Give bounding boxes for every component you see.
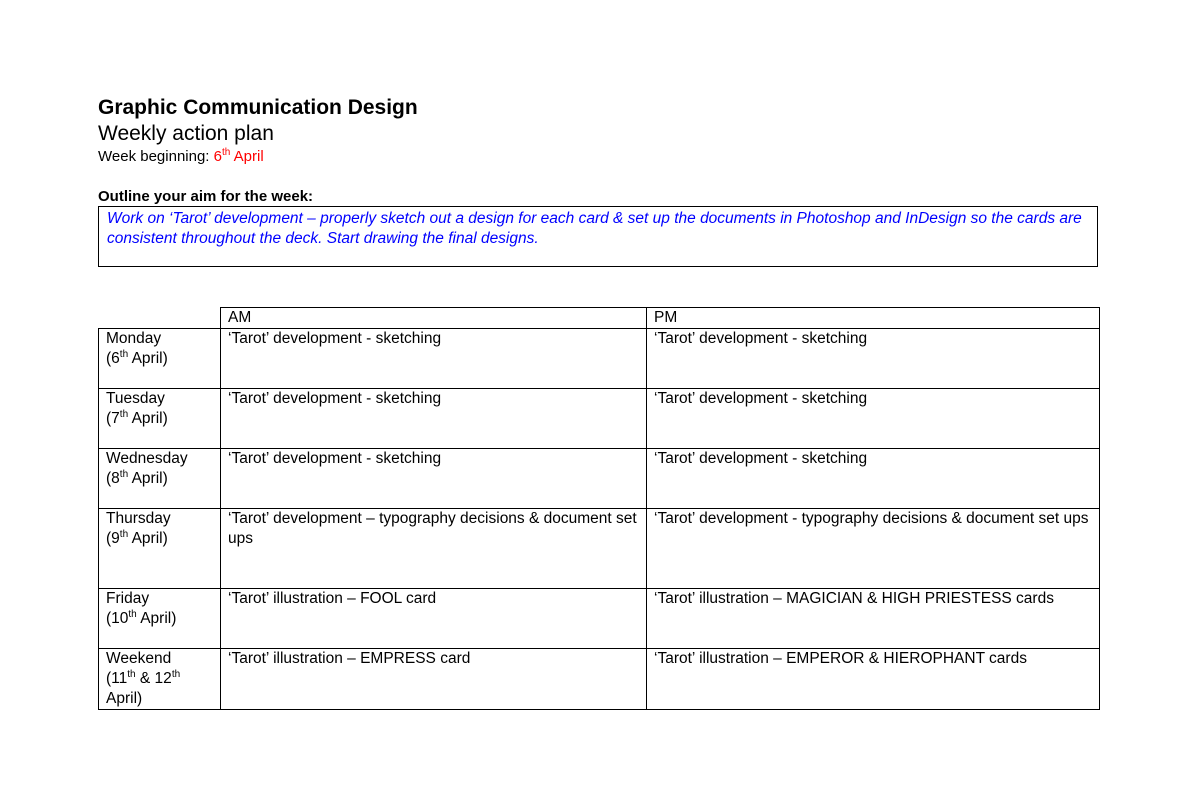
- day-cell: Friday (10th April): [99, 589, 221, 649]
- am-cell: ‘Tarot’ development - sketching: [221, 389, 647, 449]
- week-beginning-label: Week beginning:: [98, 148, 214, 165]
- document-subtitle: Weekly action plan: [98, 122, 274, 145]
- pm-cell: ‘Tarot’ development - sketching: [647, 329, 1100, 389]
- week-beginning: [98, 147, 264, 167]
- schedule-row-wednesday: [99, 449, 1100, 509]
- am-cell: ‘Tarot’ illustration – EMPRESS card: [221, 649, 647, 710]
- am-cell: ‘Tarot’ development - sketching: [221, 329, 647, 389]
- day-cell: Wednesday (8th April): [99, 449, 221, 509]
- am-cell: ‘Tarot’ illustration – FOOL card: [221, 589, 647, 649]
- schedule-row-thursday: [99, 509, 1100, 589]
- day-cell: Weekend (11th & 12th April): [99, 649, 221, 710]
- pm-cell: ‘Tarot’ illustration – MAGICIAN & HIGH PRIESTESS cards: [647, 589, 1100, 649]
- header-corner-cell: [99, 308, 221, 329]
- column-header-am: AM: [221, 308, 647, 329]
- aim-text-box: Work on ‘Tarot’ development – properly sketch out a design for each card & set up the documents in Photoshop and InDesign so the cards are consistent throughout the deck. Start drawing the final designs.: [98, 206, 1098, 267]
- pm-cell: ‘Tarot’ illustration – EMPEROR & HIEROPHANT cards: [647, 649, 1100, 710]
- day-cell: Thursday (9th April): [99, 509, 221, 589]
- schedule-table: [98, 307, 1100, 710]
- pm-cell: ‘Tarot’ development - typography decisions & document set ups: [647, 509, 1100, 589]
- aim-label: Outline your aim for the week:: [98, 188, 314, 205]
- schedule-header-row: [99, 308, 1100, 329]
- schedule-row-monday: [99, 329, 1100, 389]
- am-cell: ‘Tarot’ development – typography decisions & document set ups: [221, 509, 647, 589]
- day-cell: Monday (6th April): [99, 329, 221, 389]
- week-beginning-date: 6th April: [213, 147, 264, 165]
- schedule-row-friday: [99, 589, 1100, 649]
- day-cell: Tuesday (7th April): [99, 389, 221, 449]
- schedule-row-tuesday: [99, 389, 1100, 449]
- pm-cell: ‘Tarot’ development - sketching: [647, 449, 1100, 509]
- schedule-row-weekend: [99, 649, 1100, 710]
- pm-cell: ‘Tarot’ development - sketching: [647, 389, 1100, 449]
- column-header-pm: PM: [647, 308, 1100, 329]
- document-title: Graphic Communication Design: [98, 96, 418, 119]
- am-cell: ‘Tarot’ development - sketching: [221, 449, 647, 509]
